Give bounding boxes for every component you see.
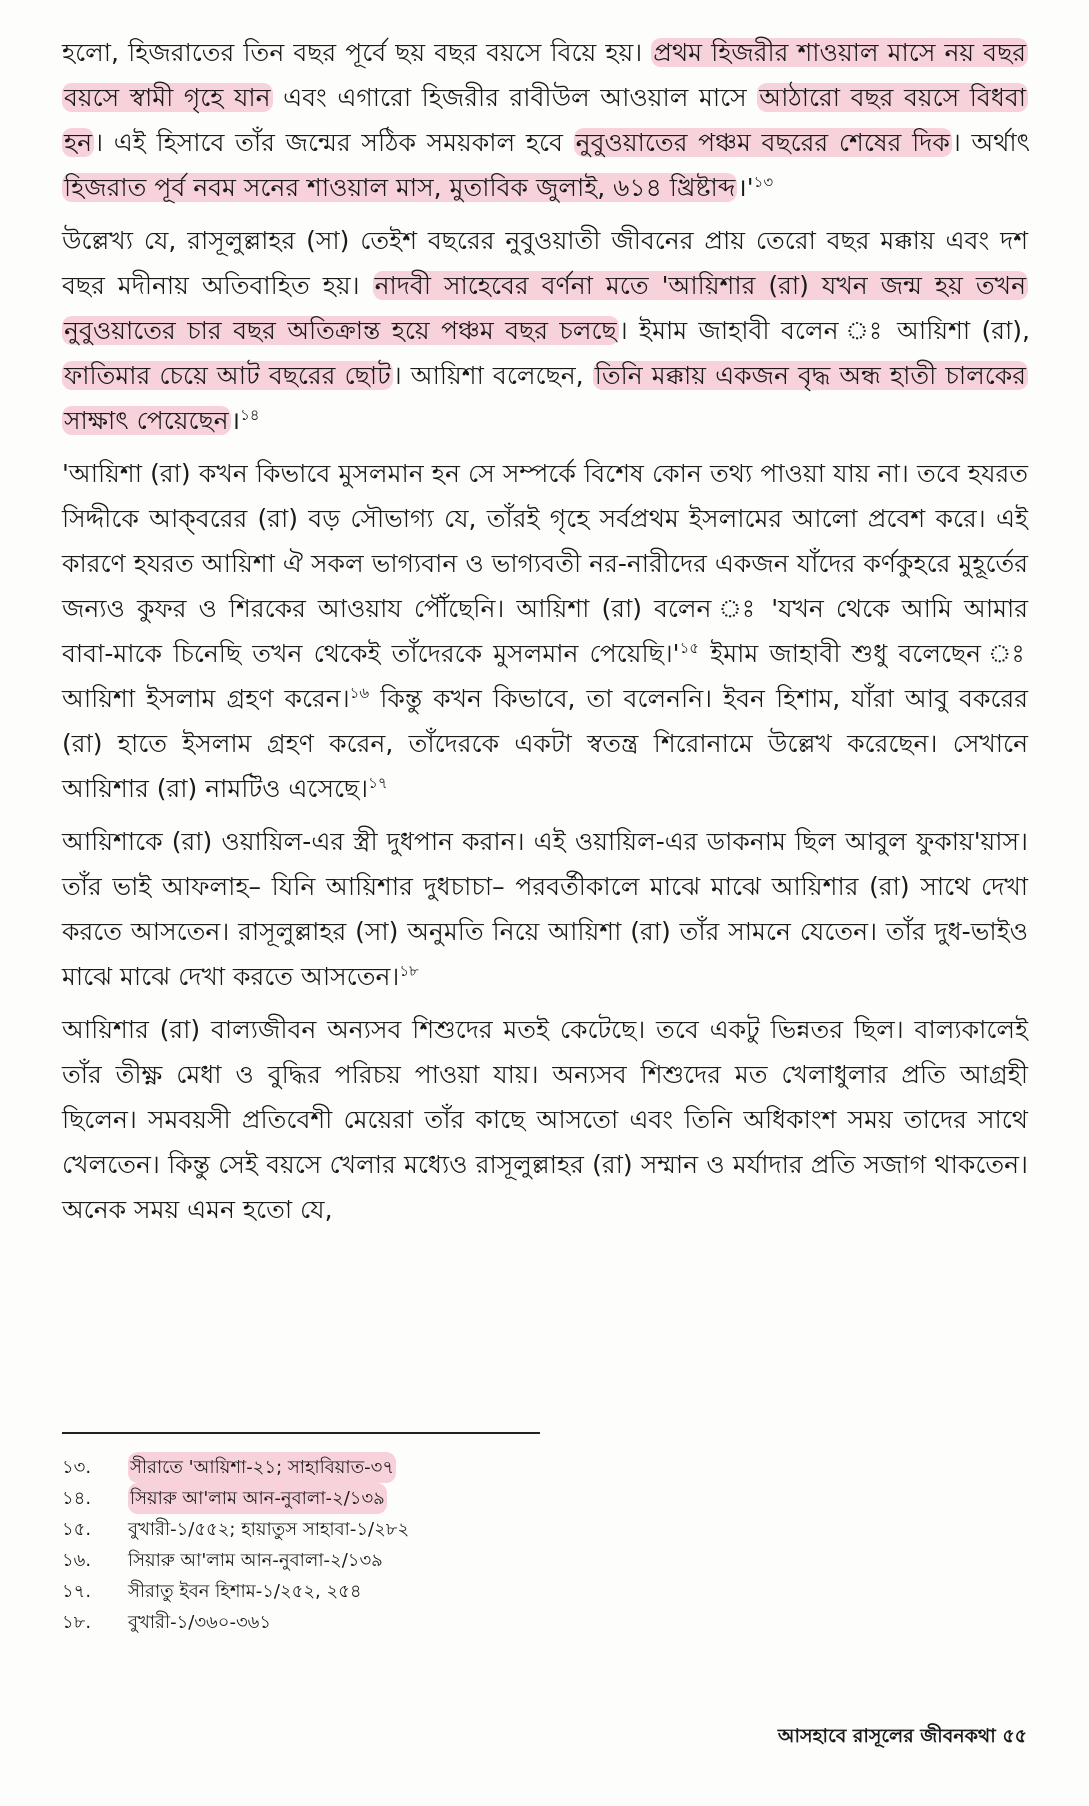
paragraph xyxy=(62,218,1031,443)
text-segment: আয়িশার (রা) বাল্যজীবন অন্যসব শিশুদের মতই কেটেছে। তবে একটু ভিন্নতর ছিল। বাল্যকালেই তাঁর তীক্ষ্ণ মেধা ও বুদ্ধির পরিচয় পাওয়া যায়। অন্যসব শিশুদের মত খেলাধুলার প্রতি আগ্রহী ছিলেন। সমবয়সী প্রতিবেশী মেয়েরা তাঁর কাছে আসতো এবং তিনি অধিকাংশ সময় তাদের সাথে খেলতেন। কিন্তু সেই বয়সে খেলার মধ্যেও রাসূলুল্লাহর (রা) সম্মান ও মর্যাদার প্রতি সজাগ থাকতেন। অনেক সময় এমন হতো যে, xyxy=(62,1015,1028,1224)
paragraph xyxy=(62,1007,1028,1232)
text-segment: ইমাম জাহাবী শুধু বলেছেন ঃ আয়িশা ইসলাম গ্রহণ করেন। xyxy=(62,639,1028,713)
highlighted-text: নাদবী সাহেবের বর্ণনা মতে 'আয়িশার (রা) যখন জন্ম হয় তখন নুবুওয়াতের চার বছর অতিক্রান্ত হয়ে পঞ্চম বছর চলছে xyxy=(64,271,1027,345)
highlighted-text: ফাতিমার চেয়ে আট বছরের ছোট xyxy=(64,361,391,390)
footnote-number: ১৬. xyxy=(62,1550,92,1571)
text-segment: । এই হিসাবে তাঁর জন্মের সঠিক সময়কাল হবে xyxy=(94,128,574,157)
footnote-text: বুখারী-১/৩৬০-৩৬১ xyxy=(128,1612,272,1633)
footnote-reference: ১৩ xyxy=(753,173,774,191)
footnote-text: বুখারী-১/৫৫২; হায়াতুস সাহাবা-১/২৮২ xyxy=(128,1519,410,1540)
body-text xyxy=(62,30,1031,1240)
footnote-number: ১৫. xyxy=(62,1519,92,1540)
footnote xyxy=(62,1607,762,1638)
text-segment: । ইমাম জাহাবী বলেন ঃ আয়িশা (রা), xyxy=(618,316,1031,345)
highlighted-text: তিনি মক্কায় একজন বৃদ্ধ অন্ধ হাতী চালকের সাক্ষাৎ পেয়েছেন xyxy=(64,361,1026,435)
text-segment: কিন্তু কখন কিভাবে, তা বলেননি। ইবন হিশাম, যাঁরা আবু বকরের (রা) হাতে ইসলাম গ্রহণ করেন, তাঁদেরকে একটা স্বতন্ত্র শিরোনামে উল্লেখ করেছেন। সেখানে আয়িশার (রা) নামটিও এসেছে। xyxy=(62,684,1029,803)
text-segment: । আয়িশা বলেছেন, xyxy=(392,361,593,390)
highlighted-text: হিজরাত পূর্ব নবম সনের শাওয়াল মাস, মুতাবিক জুলাই, ৬১৪ খ্রিষ্টাব্দ xyxy=(64,173,736,202)
footnote-reference: ১৭ xyxy=(368,774,388,792)
footnote-divider xyxy=(62,1432,540,1434)
footnote xyxy=(62,1576,762,1607)
text-segment: । xyxy=(230,406,241,435)
running-footer: আসহাবে রাসূলের জীবনকথা ৫৫ xyxy=(777,1725,1027,1747)
text-segment: এবং এগারো হিজরীর রাবীউল আওয়াল মাসে xyxy=(272,83,758,112)
text-segment: ।' xyxy=(737,173,754,202)
text-segment: 'আয়িশা (রা) কখন কিভাবে মুসলমান হন সে সম্পর্কে বিশেষ কোন তথ্য পাওয়া যায় না। তবে হযরত সিদ্দীকে আক্‌বরের (রা) বড় সৌভাগ্য যে, তাঁরই গৃহে সর্বপ্রথম ইসলামের আলো প্রবেশ করে। এই কারণে হযরত আয়িশা ঐ সকল ভাগ্যবান ও ভাগ্যবতী নর-নারীদের একজন যাঁদের কর্ণকুহরে মুহূর্তের জন্যও কুফর ও শিরকের আওয়ায পৌঁছেনি। আয়িশা (রা) বলেন ঃ 'যখন থেকে আমি আমার বাবা-মাকে চিনেছি তখন থেকেই তাঁদেরকে মুসলমান পেয়েছি।' xyxy=(62,459,1028,668)
footnote xyxy=(62,1452,762,1483)
footnotes xyxy=(62,1452,762,1638)
footnote-text: সীরাতু ইবন হিশাম-১/২৫২, ২৫৪ xyxy=(128,1581,362,1602)
footnote-text: সিয়ারু আ'লাম আন-নুবালা-২/১৩৯ xyxy=(128,1550,383,1571)
footnote-number: ১৩. xyxy=(62,1457,92,1478)
footnote-reference: ১৫ xyxy=(679,639,700,657)
footnote-reference: ১৪ xyxy=(240,406,260,424)
text-segment: হলো, হিজরাতের তিন বছর পূর্বে ছয় বছর বয়সে বিয়ে হয়। xyxy=(62,38,652,67)
footnote-number: ১৮. xyxy=(62,1612,92,1633)
footnote-reference: ১৬ xyxy=(349,684,370,702)
footnote-number: ১৪. xyxy=(62,1488,92,1509)
paragraph xyxy=(62,451,1028,811)
footnote-reference: ১৮ xyxy=(399,962,419,980)
footnote xyxy=(62,1545,762,1576)
paragraph xyxy=(62,30,1028,210)
text-segment: । অর্থাৎ xyxy=(951,128,1030,157)
highlighted-text: নুবুওয়াতের পঞ্চম বছরের শেষের দিক xyxy=(575,128,950,157)
paragraph xyxy=(62,819,1028,999)
footnote xyxy=(62,1483,762,1514)
highlighted-text: প্রথম হিজরীর শাওয়াল মাসে নয় বছর বয়সে স্বামী গৃহে যান xyxy=(64,38,1026,112)
footnote-text: সীরাতে 'আয়িশা-২১; সাহাবিয়াত-৩৭ xyxy=(128,1452,396,1483)
text-segment: আয়িশাকে (রা) ওয়ায়িল-এর স্ত্রী দুধপান করান। এই ওয়ায়িল-এর ডাকনাম ছিল আবুল ফুকায়'য়াস। তাঁর ভাই আফলাহ– যিনি আয়িশার দুধচাচা– পরবর্তীকালে মাঝে মাঝে আয়িশার (রা) সাথে দেখা করতে আসতেন। রাসূলুল্লাহর (সা) অনুমতি নিয়ে আয়িশা (রা) তাঁর সামনে যেতেন। তাঁর দুধ-ভাইও মাঝে মাঝে দেখা করতে আসতেন। xyxy=(62,827,1028,991)
footnote xyxy=(62,1514,762,1545)
footnote-text: সিয়ারু আ'লাম আন-নুবালা-২/১৩৯ xyxy=(128,1483,387,1514)
footnote-number: ১৭. xyxy=(62,1581,92,1602)
text-segment: উল্লেখ্য যে, রাসূলুল্লাহর (সা) তেইশ বছরের নুবুওয়াতী জীবনের প্রায় তেরো বছর মক্কায় এবং দশ বছর মদীনায় অতিবাহিত হয়। xyxy=(62,226,1028,300)
highlighted-text: আঠারো বছর বয়সে বিধবা হন xyxy=(64,83,1027,157)
